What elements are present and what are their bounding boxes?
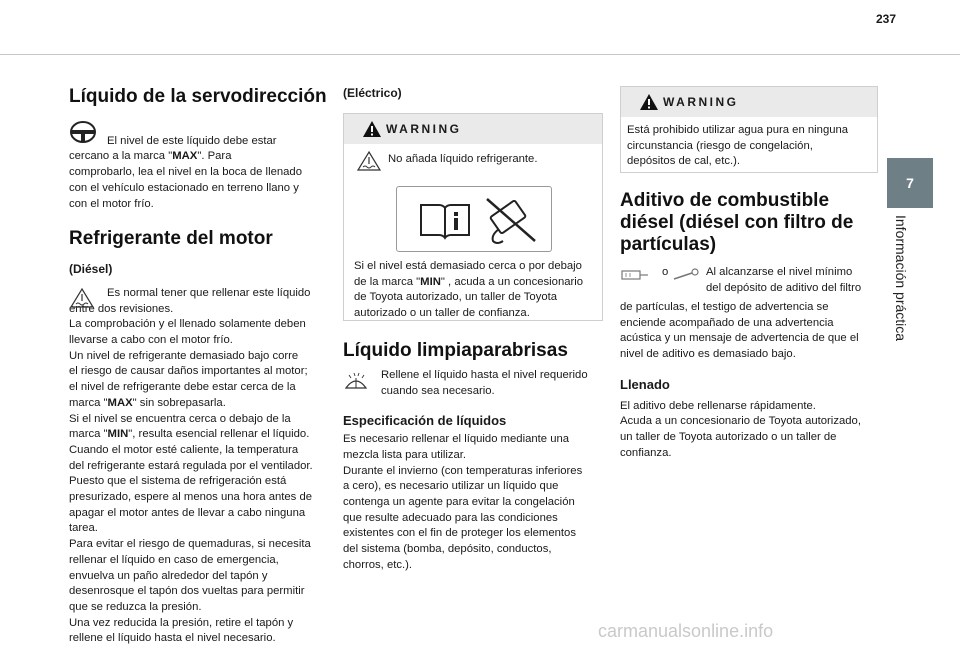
servodireccion-block: [69, 118, 331, 212]
warning-text-2: Si el nivel está demasiado cerca o por debajo de la marca ": [354, 260, 582, 288]
column-middle-lower: [343, 340, 603, 573]
warning-triangle-icon: [362, 120, 382, 138]
warning-header-2: [621, 87, 877, 117]
aditivo-text-1: Al alcanzarse el nivel mínimo del depósito de aditivo del filtro: [706, 266, 862, 294]
title-limpiaparabrisas: Líquido limpiaparabrisas: [343, 340, 568, 361]
injector-icon: [672, 267, 702, 283]
warning-box-electric: [343, 113, 603, 321]
refrigerante-text-1: Es normal tener que rellenar este líquido entre dos revisiones. La comprobación y el llenado solamente deben llevarse a cabo con el motor frío. Un nivel de refrigerante demasiado bajo corre el riesgo de causar daños importantes al motor; el nivel de refrigerante debe estar cerca de la marca ": [69, 286, 311, 409]
aditivo-text-2: de partículas, el testigo de advertencia se enciende acompañado de una advertencia acústica y un mensaje de advertencia de que el nivel de aditivo es demasiado bajo.: [620, 301, 859, 361]
fuel-filter-icon: [620, 267, 650, 283]
title-refrigerante: Refrigerante del motor: [69, 228, 273, 250]
warning-water-text: Está prohibido utilizar agua pura en ninguna circunstancia (riesgo de congelación, depósitos de cal, etc.).: [627, 124, 849, 168]
or-text: o: [662, 266, 669, 278]
title-aditivo: Aditivo de combustible diésel (diésel con filtro de partículas): [620, 190, 854, 255]
column-left: [69, 86, 331, 647]
min-mark-2: MIN: [420, 275, 441, 288]
header-divider: [0, 54, 960, 55]
limpiaparabrisas-block: [343, 368, 603, 399]
warning-box-water: [620, 86, 878, 173]
caution-triangle-icon: [356, 150, 382, 172]
book-and-refill-icon: [397, 187, 551, 251]
warning-no-add-text: No añada líquido refrigerante.: [388, 153, 538, 165]
manual-illustration: [396, 186, 552, 252]
limpiaparabrisas-text: Rellene el líquido hasta el nivel requerido cuando sea necesario.: [381, 369, 588, 397]
washer-fluid-icon: [343, 370, 369, 392]
servodireccion-text-2: ". Para comprobarlo, lea el nivel en la boca de llenado con el vehículo estacionado en terreno llano y con el motor frío.: [69, 150, 302, 210]
max-mark: MAX: [172, 150, 198, 163]
refrigerante-block: [69, 286, 331, 647]
steering-wheel-icon: [69, 120, 97, 144]
warning-header: [344, 114, 602, 144]
heading-llenado: Llenado: [620, 376, 670, 392]
subtitle-electrico: (Eléctrico): [343, 86, 402, 100]
warning-title: WARNING: [386, 122, 462, 136]
watermark: carmanualsonline.info: [598, 621, 774, 641]
heading-especificacion: Especificación de líquidos: [343, 413, 507, 429]
refrigerante-text-2: " sin sobrepasarla. Si el nivel se encuentra cerca o debajo de la marca ": [69, 396, 291, 441]
chapter-tab[interactable]: 7: [887, 158, 933, 208]
column-right: [620, 190, 878, 461]
column-middle: [343, 86, 603, 102]
title-servodireccion: Líquido de la servodirección: [69, 86, 327, 107]
page-number: 237: [876, 12, 897, 26]
refrigerante-text-3: ", resulta esencial rellenar el líquido. Cuando el motor esté caliente, la temperatura del refrigerante estará regulada por el ventilador. Puesto que el sistema de refrigeración está presurizado, espere al menos una hora antes de apagar el motor antes de llevar a cabo ninguna tarea. Para evitar el riesgo de quemaduras, si necesita rellenar el líquido en caso de emergencia, envuelva un paño alrededor del tapón y desenrosque el tapón dos vueltas para permitir que se reduzca la presión. Una vez reducida la presión, retire el tapón y rellene el líquido hasta el nivel necesario.: [69, 428, 313, 645]
aditivo-intro: [620, 265, 878, 301]
warning-triangle-icon: [639, 93, 659, 111]
llenado-text: El aditivo debe rellenarse rápidamente. Acuda a un concesionario de Toyota autorizado, un taller de Toyota autorizado o un taller de confianza.: [620, 399, 861, 459]
chapter-title: Información práctica: [893, 215, 909, 342]
min-mark: MIN: [107, 428, 129, 441]
caution-triangle-icon: [69, 287, 95, 309]
max-mark-2: MAX: [107, 396, 133, 409]
servodireccion-text-1: El nivel de este líquido debe estar cercano a la marca ": [69, 134, 277, 163]
warning-title-2: WARNING: [663, 95, 739, 109]
warning-text-3: " , acuda a un concesionario de Toyota autorizado, un taller de Toyota autorizado o un taller de confianza.: [354, 275, 584, 320]
especificacion-text: Es necesario rellenar el líquido mediante una mezcla lista para utilizar. Durante el invierno (con temperaturas inferiores a cero), es necesario utilizar un líquido que contenga un agente para evitar la congelación que resulte adecuado para las condiciones existentes con el fin de proteger los elementos del sistema (bomba, depósito, conductos, chorros, etc.).: [343, 433, 583, 571]
subtitle-diesel: (Diésel): [69, 262, 113, 277]
